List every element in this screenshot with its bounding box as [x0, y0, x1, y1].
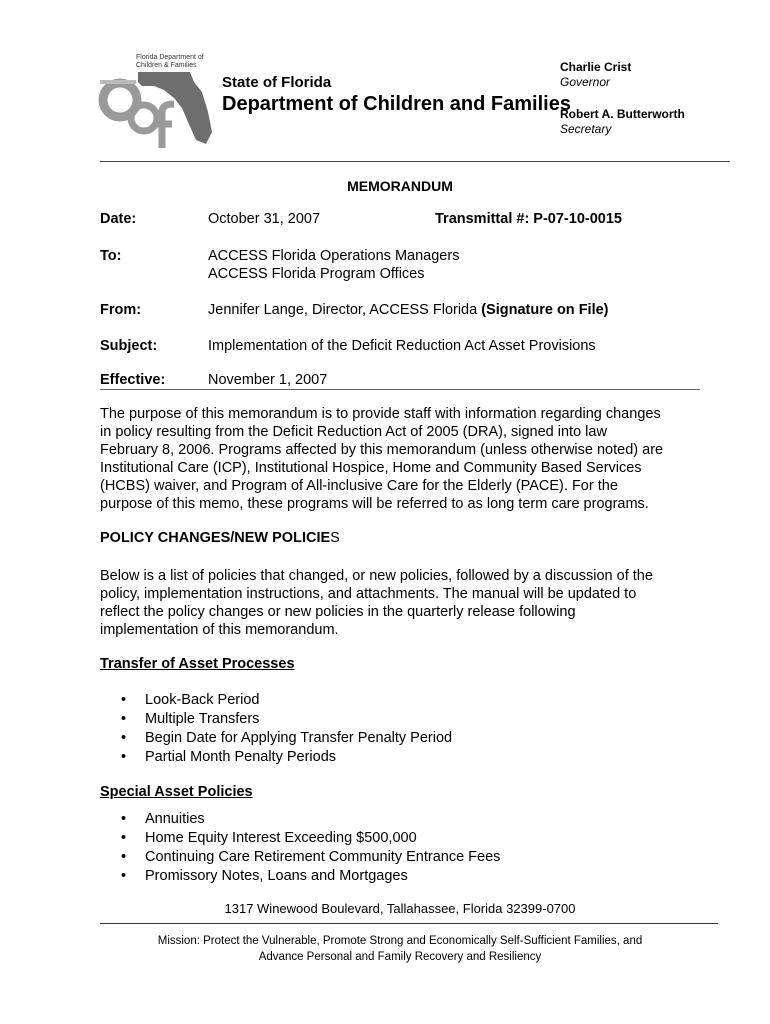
- effective-divider: [100, 389, 700, 390]
- from-sender: Jennifer Lange, Director, ACCESS Florida: [208, 302, 478, 318]
- special-asset-list: [100, 810, 500, 886]
- transmittal-number: Transmittal #: P-07-10-0015: [435, 211, 622, 227]
- effective-value: November 1, 2007: [208, 372, 328, 388]
- list-item: • Begin Date for Applying Transfer Penalty Period: [100, 729, 452, 748]
- subject-label: Subject:: [100, 338, 158, 354]
- list-item: • Continuing Care Retirement Community Entrance Fees: [100, 848, 500, 867]
- to-line-1: ACCESS Florida Operations Managers: [208, 248, 460, 264]
- logo-caption: Florida Department of Children & Families: [136, 54, 204, 69]
- list-item: • Promissory Notes, Loans and Mortgages: [100, 867, 500, 886]
- list-item: • Look-Back Period: [100, 691, 452, 710]
- signature-note: (Signature on File): [481, 302, 609, 318]
- transfer-of-asset-heading: Transfer of Asset Processes: [100, 656, 295, 672]
- secretary-title: Secretary: [560, 122, 612, 136]
- to-label: To:: [100, 248, 122, 264]
- purpose-paragraph: The purpose of this memorandum is to provide staff with information regarding changes in policy resulting from the Deficit Reduction Act of 2005 (DRA), signed into law February 8, 2006. Programs affected by this memorandum (unless otherwise noted) are Institutional Care (ICP), Institutional Hospice, Home and Community Based Services (HCBS) waiver, and Program of All-inclusive Care for the Elderly (PACE). For the purpose of this memo, these programs will be referred to as long term care programs.: [100, 406, 664, 512]
- governor-title: Governor: [560, 75, 611, 89]
- date-value: October 31, 2007: [208, 211, 321, 227]
- from-value: [208, 302, 609, 318]
- transfer-list: [100, 691, 452, 767]
- to-line-2: ACCESS Florida Program Offices: [208, 266, 425, 282]
- list-item: • Annuities: [100, 810, 500, 829]
- policy-changes-heading: POLICY CHANGES/NEW POLICIES: [100, 530, 340, 546]
- date-label: Date:: [100, 211, 137, 227]
- list-item: • Multiple Transfers: [100, 710, 452, 729]
- governor-name: Charlie Crist: [560, 60, 632, 74]
- special-asset-heading: Special Asset Policies: [100, 784, 253, 800]
- memo-title: MEMORANDUM: [347, 178, 453, 194]
- footer-address: 1317 Winewood Boulevard, Tallahassee, Florida 32399-0700: [224, 901, 576, 916]
- from-label: From:: [100, 302, 142, 318]
- dcf-logo: [98, 52, 216, 150]
- policies-intro-paragraph: Below is a list of policies that changed, or new policies, followed by a discussion of the policy, implementation instructions, and attachments. The manual will be updated to reflect the policy changes or new policies in the quarterly release following implementation of this memorandum.: [100, 568, 653, 638]
- header-divider: [100, 161, 730, 162]
- department-name: Department of Children and Families: [222, 93, 571, 115]
- state-name: State of Florida: [222, 74, 332, 91]
- footer-divider: [100, 923, 718, 924]
- subject-value: Implementation of the Deficit Reduction Act Asset Provisions: [208, 338, 596, 354]
- effective-label: Effective:: [100, 372, 166, 388]
- list-item: • Home Equity Interest Exceeding $500,000: [100, 829, 500, 848]
- mission-statement: Mission: Protect the Vulnerable, Promote Strong and Economically Self-Sufficient Families, and Advance Personal and Family Recovery and Resiliency: [157, 935, 643, 963]
- secretary-name: Robert A. Butterworth: [560, 107, 685, 121]
- list-item: • Partial Month Penalty Periods: [100, 748, 452, 767]
